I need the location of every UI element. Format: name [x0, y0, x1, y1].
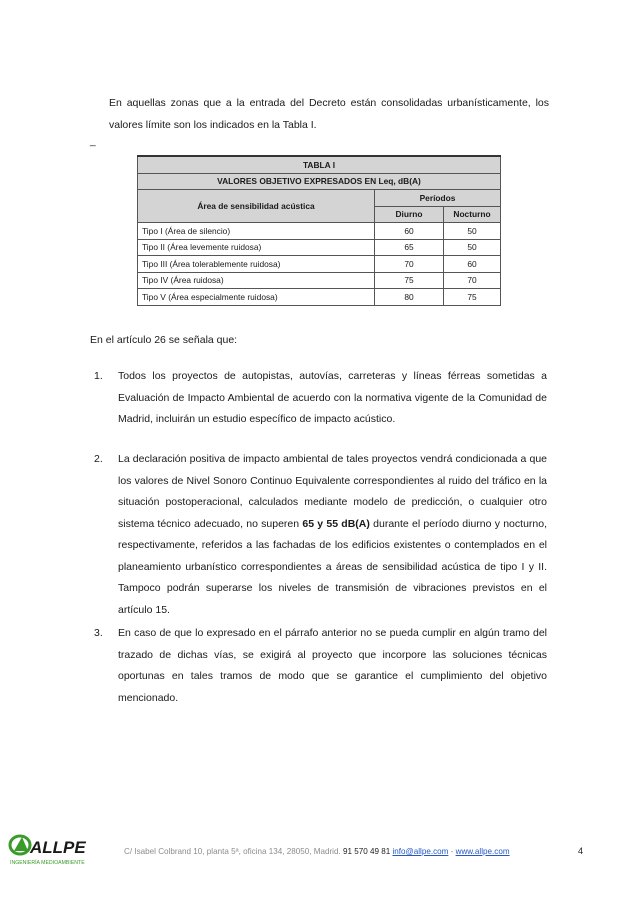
list-number: 1.: [94, 370, 103, 382]
page-number: 4: [578, 846, 584, 856]
logo-name: ALLPE: [30, 838, 86, 857]
table-title: TABLA I: [138, 156, 501, 173]
footer-separator: -: [450, 847, 454, 856]
footer-web-link[interactable]: www.allpe.com: [455, 847, 510, 856]
col-day-header: Diurno: [375, 206, 444, 223]
table-i: [137, 155, 501, 306]
col-area-header: Área de sensibilidad acústica: [138, 190, 375, 223]
table-row: [138, 256, 501, 273]
allpe-logo: [6, 831, 102, 867]
list-number: 3.: [94, 627, 103, 639]
row-day: 65: [375, 239, 444, 256]
list-text-part: La declaración positiva de impacto ambiental de tales proyectos vendrá condicionada a que los valores de Nivel Sonoro Continuo Equivalente correspondientes al ruido del tráfico en la situación postoperacional, calculados mediante modelo de predicción, o cualquier otro sistema técnico adecuado, no superen: [118, 453, 547, 530]
table-row: [138, 239, 501, 256]
footer-address: C/ Isabel Colbrand 10, planta 5ª, oficina 134, 28050, Madrid.: [124, 847, 341, 856]
row-night: 60: [444, 256, 501, 273]
row-day: 75: [375, 272, 444, 289]
row-night: 50: [444, 239, 501, 256]
row-day: 70: [375, 256, 444, 273]
table-row: [138, 223, 501, 240]
list-item-1: [94, 366, 547, 431]
footer-email-link[interactable]: info@allpe.com: [392, 847, 449, 856]
row-night: 50: [444, 223, 501, 240]
footer: [124, 847, 510, 856]
row-area: Tipo I (Área de silencio): [138, 223, 375, 240]
list-text: Todos los proyectos de autopistas, autovías, carreteras y líneas férreas sometidas a Evaluación de Impacto Ambiental de acuerdo con la normativa vigente de la Comunidad de Madrid, incluirán un estudio específico de impacto acústico.: [118, 370, 547, 425]
row-area: Tipo II (Área levemente ruidosa): [138, 239, 375, 256]
list-item-2: [94, 449, 547, 621]
row-area: Tipo V (Área especialmente ruidosa): [138, 289, 375, 306]
footer-phone: 91 570 49 81: [342, 847, 391, 856]
logo-tagline: INGENIERÍA MEDIOAMBIENTE: [10, 860, 85, 866]
list-item-3: [94, 623, 547, 709]
list-text-part: durante el período diurno y nocturno, respectivamente, referidos a las fachadas de los edificios existentes o contemplados en el planeamiento urbanístico correspondientes a áreas de sensibilidad acústica de tipo I y II. Tampoco podrán superarse los niveles de transmisión de vibraciones previstos en el artículo 15.: [118, 517, 547, 616]
row-night: 70: [444, 272, 501, 289]
list-text: En caso de que lo expresado en el párrafo anterior no se pueda cumplir en algún tramo del trazado de dichas vías, se exigirá al proyecto que incorpore las soluciones técnicas oportunas en tales tramos de modo que se garantice el cumplimiento del objetivo mencionado.: [118, 627, 547, 704]
table-row: [138, 272, 501, 289]
article-26-lead: En el artículo 26 se señala que:: [90, 334, 238, 346]
highlight-limit: 65 y 55 dB(A): [302, 517, 370, 530]
row-area: Tipo IV (Área ruidosa): [138, 272, 375, 289]
col-night-header: Nocturno: [444, 206, 501, 223]
table-subtitle: VALORES OBJETIVO EXPRESADOS EN Leq, dB(A): [138, 173, 501, 190]
stray-dash: _: [90, 136, 96, 147]
list-text: [118, 449, 547, 621]
row-night: 75: [444, 289, 501, 306]
row-day: 80: [375, 289, 444, 306]
intro-paragraph: En aquellas zonas que a la entrada del Decreto están consolidadas urbanísticamente, los valores límite son los indicados en la Tabla I.: [109, 97, 549, 131]
row-day: 60: [375, 223, 444, 240]
list-number: 2.: [94, 453, 103, 465]
row-area: Tipo III (Área tolerablemente ruidosa): [138, 256, 375, 273]
table-row: [138, 289, 501, 306]
col-periods-header: Períodos: [375, 190, 501, 207]
